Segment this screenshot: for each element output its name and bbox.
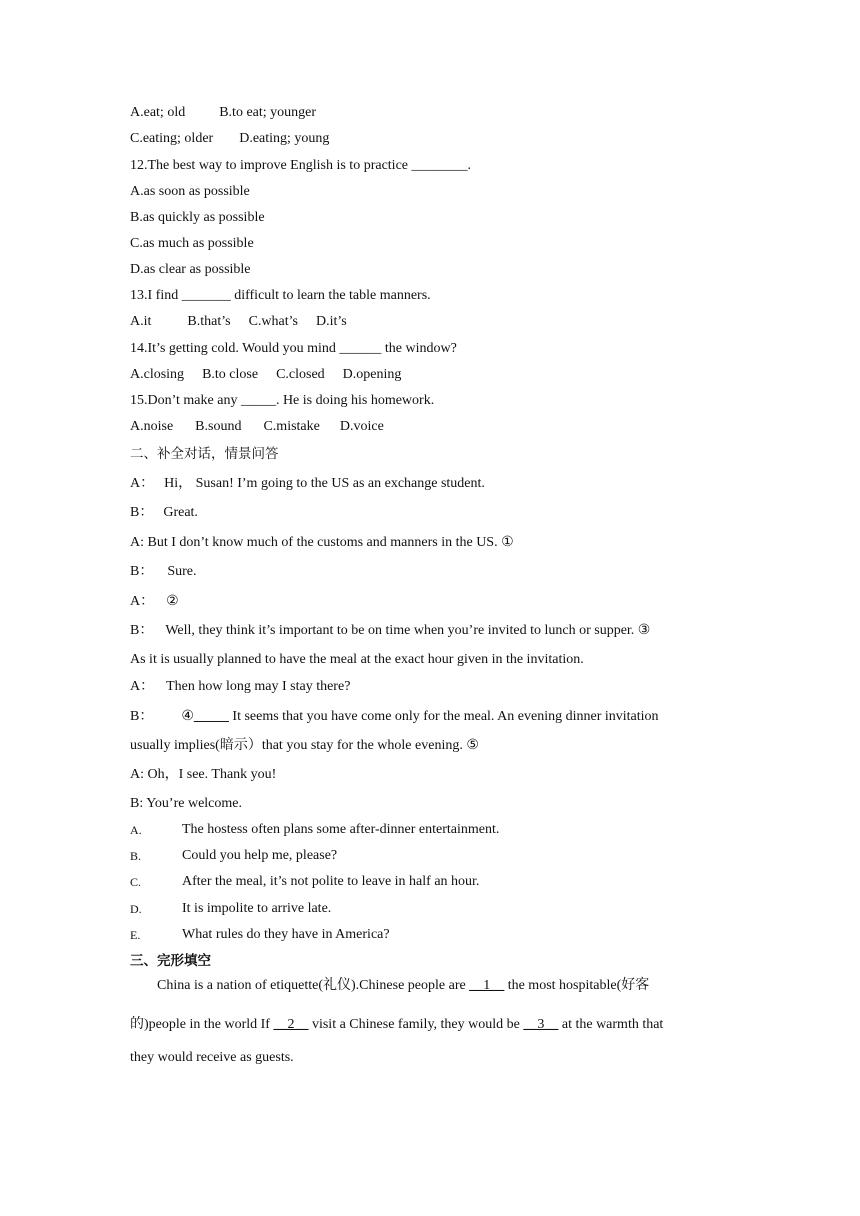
dialogue-line-7 bbox=[130, 678, 350, 696]
cloze-text-cjk: 礼仪 bbox=[323, 977, 352, 993]
choice-label-d: D. bbox=[130, 902, 142, 916]
q13-options bbox=[130, 313, 347, 331]
speaker-label: A： bbox=[130, 594, 155, 609]
q11-option-d: D.eating; young bbox=[239, 131, 330, 146]
q14-stem: 14.It’s getting cold. Would you mind ______ the window? bbox=[130, 341, 457, 356]
q11-options-row-2 bbox=[130, 130, 329, 148]
cloze-text: visit a Chinese family, they would be bbox=[308, 1017, 524, 1032]
cloze-line-1 bbox=[157, 976, 649, 995]
section3-title: 三、完形填空 bbox=[130, 953, 211, 969]
dialogue-line-8-cont: usually implies(暗示）that you stay for the whole evening. ⑤ bbox=[130, 738, 479, 753]
dialogue-text: ② bbox=[166, 594, 179, 609]
cloze-line-2 bbox=[130, 1015, 663, 1034]
q14-option-d: D.opening bbox=[342, 367, 402, 382]
choice-label-a: A. bbox=[130, 823, 142, 837]
q12-stem: 12.The best way to improve English is to practice ________. bbox=[130, 158, 471, 173]
q14-option-b: B.to close bbox=[202, 367, 259, 382]
q11-option-b: B.to eat; younger bbox=[219, 105, 317, 120]
dialogue-line-10: B: You’re welcome. bbox=[130, 796, 242, 811]
q12-option-a: A.as soon as possible bbox=[130, 184, 250, 199]
q11-option-c: C.eating; older bbox=[130, 131, 214, 146]
dialogue-text: Great. bbox=[163, 505, 198, 520]
dialogue-line-2 bbox=[130, 504, 198, 522]
q15-stem: 15.Don’t make any _____. He is doing his homework. bbox=[130, 393, 435, 408]
dialogue-line-6-cont: As it is usually planned to have the meal at the exact hour given in the invitation. bbox=[130, 652, 584, 667]
cloze-text: )people in the world If bbox=[144, 1017, 274, 1032]
cloze-text: at the warmth that bbox=[558, 1017, 664, 1032]
speaker-label: B： bbox=[130, 564, 154, 579]
q13-stem: 13.I find _______ difficult to learn the table manners. bbox=[130, 288, 431, 303]
choice-label-b: B. bbox=[130, 849, 142, 863]
choice-text-a: The hostess often plans some after-dinner entertainment. bbox=[182, 822, 500, 837]
choice-label-c: C. bbox=[130, 875, 142, 889]
dialogue-text: Well, they think it’s important to be on time when you’re invited to lunch or supper. ③ bbox=[165, 623, 651, 638]
choice-text-d: It is impolite to arrive late. bbox=[182, 901, 332, 916]
dialogue-line-5 bbox=[130, 593, 179, 611]
answer-blank: _____ bbox=[193, 709, 229, 724]
q14-option-a: A.closing bbox=[130, 367, 185, 382]
q15-option-d: D.voice bbox=[339, 419, 384, 434]
cloze-line-3: they would receive as guests. bbox=[130, 1050, 294, 1065]
q12-option-c: C.as much as possible bbox=[130, 236, 254, 251]
cloze-text: the most hospitable( bbox=[504, 978, 622, 993]
q13-option-a: A.it bbox=[130, 314, 152, 329]
q13-option-c: C.what’s bbox=[248, 314, 298, 329]
blank-number: ④ bbox=[181, 709, 194, 724]
choice-label-e: E. bbox=[130, 928, 141, 942]
speaker-label: A： bbox=[130, 476, 155, 491]
cloze-blank-2: __2__ bbox=[273, 1017, 309, 1032]
choice-text-e: What rules do they have in America? bbox=[182, 927, 390, 942]
speaker-label: B： bbox=[130, 709, 154, 724]
q14-option-c: C.closed bbox=[276, 367, 325, 382]
choice-text-b: Could you help me, please? bbox=[182, 848, 338, 863]
section2-title: 二、补全对话，情景问答 bbox=[130, 446, 279, 462]
dialogue-text: Then how long may I stay there? bbox=[166, 679, 351, 694]
dialogue-line-4 bbox=[130, 563, 197, 581]
q15-option-c: C.mistake bbox=[263, 419, 320, 434]
cloze-blank-1: __1__ bbox=[469, 978, 505, 993]
dialogue-text: Sure. bbox=[167, 564, 197, 579]
q11-option-a: A.eat; old bbox=[130, 105, 186, 120]
choice-text-c: After the meal, it’s not polite to leave in half an hour. bbox=[182, 874, 480, 889]
dialogue-text: Hi， Susan! I’m going to the US as an exchange student. bbox=[164, 476, 485, 491]
speaker-label: A： bbox=[130, 679, 155, 694]
q11-options-row-1 bbox=[130, 104, 316, 122]
q13-option-d: D.it’s bbox=[315, 314, 347, 329]
q13-option-b: B.that’s bbox=[187, 314, 231, 329]
cloze-text-cjk: 的 bbox=[130, 1016, 144, 1032]
cloze-text: China is a nation of etiquette( bbox=[157, 978, 324, 993]
dialogue-line-9: A: Oh，I see. Thank you! bbox=[130, 767, 277, 782]
dialogue-line-1 bbox=[130, 475, 485, 493]
cloze-text: ).Chinese people are bbox=[351, 978, 470, 993]
q15-options bbox=[130, 418, 384, 436]
cloze-blank-3: __3__ bbox=[523, 1017, 559, 1032]
q12-option-b: B.as quickly as possible bbox=[130, 210, 265, 225]
q12-option-d: D.as clear as possible bbox=[130, 262, 251, 277]
cloze-text-cjk: 好客 bbox=[621, 977, 650, 993]
q15-option-a: A.noise bbox=[130, 419, 174, 434]
dialogue-line-8 bbox=[130, 708, 659, 726]
speaker-label: B： bbox=[130, 623, 154, 638]
speaker-label: B： bbox=[130, 505, 154, 520]
q14-options bbox=[130, 366, 401, 384]
q15-option-b: B.sound bbox=[195, 419, 242, 434]
dialogue-line-3: A: But I don’t know much of the customs and manners in the US. ① bbox=[130, 535, 514, 550]
dialogue-text: It seems that you have come only for the meal. An evening dinner invitation bbox=[228, 709, 659, 724]
dialogue-line-6 bbox=[130, 622, 650, 640]
